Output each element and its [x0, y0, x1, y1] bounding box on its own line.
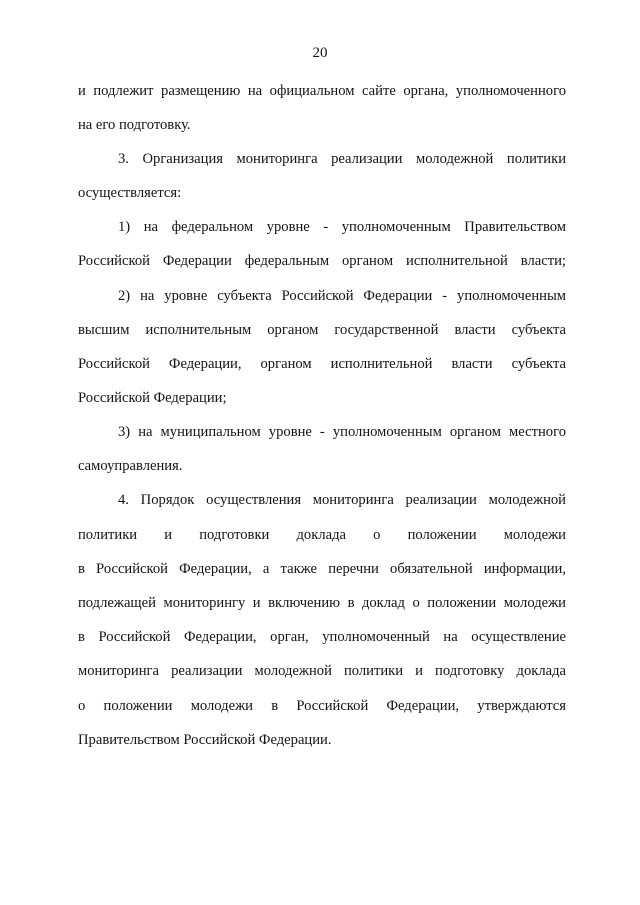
list-item-3-first-line: 3) на муниципальном уровне - уполномоченным органом местного [118, 424, 566, 440]
text-line: высшим исполнительным органом государственной власти субъекта [78, 322, 566, 338]
list-item-1-first-line: 1) на федеральном уровне - уполномоченным Правительством [118, 219, 566, 235]
text-line: Российской Федерации федеральным органом исполнительной власти; [78, 253, 566, 269]
paragraph-3-first-line: 3. Организация мониторинга реализации молодежной политики [118, 151, 566, 167]
page-number: 20 [312, 45, 328, 61]
text-line: Российской Федерации; [78, 390, 227, 406]
paragraph-4-first-line: 4. Порядок осуществления мониторинга реализации молодежной [118, 492, 566, 508]
text-line: в Российской Федерации, орган, уполномоченный на осуществление [78, 629, 566, 645]
text-line: самоуправления. [78, 458, 183, 474]
text-line: о положении молодежи в Российской Федерации, утверждаются [78, 698, 566, 714]
text-line: подлежащей мониторингу и включению в доклад о положении молодежи [78, 595, 566, 611]
text-line: осуществляется: [78, 185, 182, 201]
list-item-2-first-line: 2) на уровне субъекта Российской Федерации - уполномоченным [118, 288, 566, 304]
text-line: Российской Федерации, органом исполнительной власти субъекта [78, 356, 566, 372]
text-line: и подлежит размещению на официальном сайте органа, уполномоченного [78, 83, 566, 99]
text-line: Правительством Российской Федерации. [78, 732, 332, 748]
text-line: на его подготовку. [78, 117, 191, 133]
text-line: политики и подготовки доклада о положении молодежи [78, 527, 566, 543]
text-line: в Российской Федерации, а также перечни обязательной информации, [78, 561, 566, 577]
text-line: мониторинга реализации молодежной политики и подготовку доклада [78, 663, 566, 679]
